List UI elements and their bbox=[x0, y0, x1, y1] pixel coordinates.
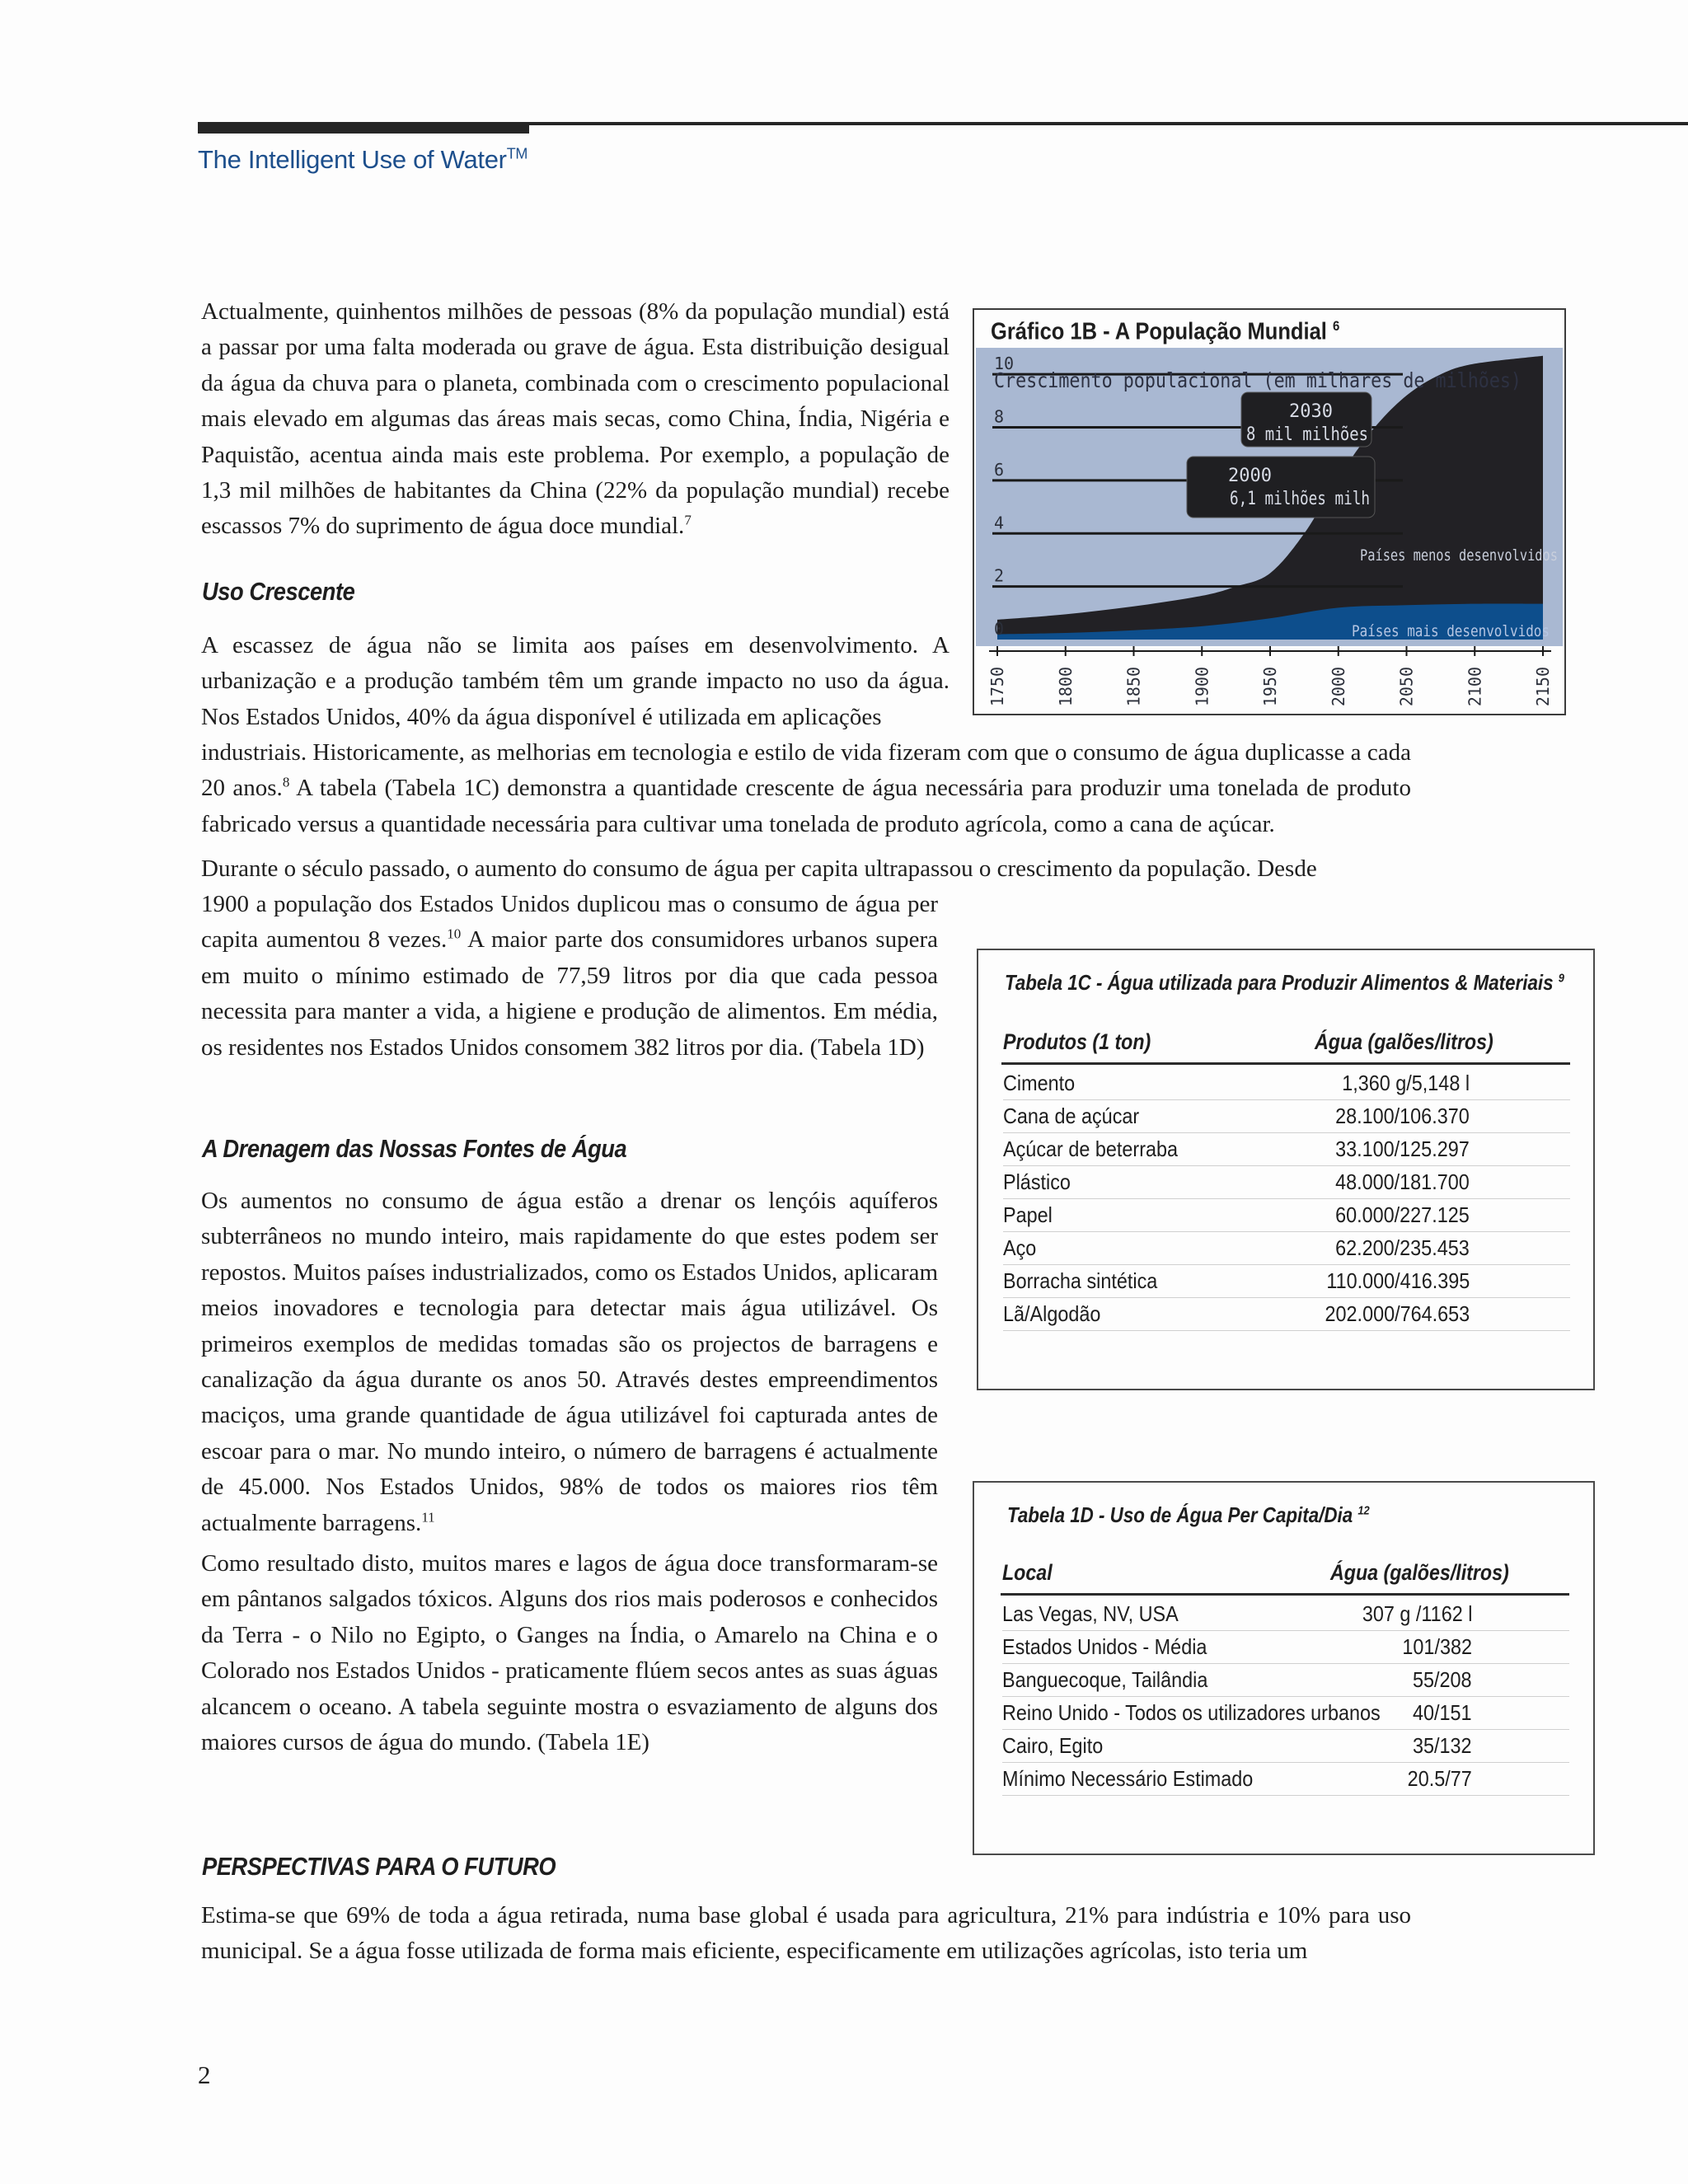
table_1c-cell-item: Açúcar de beterraba bbox=[1003, 1137, 1179, 1161]
table-row bbox=[1002, 1664, 1569, 1697]
table-1c bbox=[977, 949, 1595, 1390]
x-tick-label: 1750 bbox=[987, 667, 1007, 707]
table_1d-cell-water: 307 g /1162 l bbox=[1362, 1601, 1472, 1626]
page-number: 2 bbox=[198, 2060, 211, 2089]
table_1d-cell-item: Estados Unidos - Média bbox=[1002, 1634, 1207, 1659]
table-1d-title: Tabela 1D - Uso de Água Per Capita/Dia $^{12}$ bbox=[1007, 1502, 1370, 1527]
table_1d-cell-item: Mínimo Necessário Estimado bbox=[1002, 1766, 1254, 1791]
table_1d-cell-water: 101/382 bbox=[1402, 1634, 1472, 1659]
table-row bbox=[1002, 1598, 1569, 1631]
table_1c-cell-water: 28.100/106.370 bbox=[1335, 1104, 1470, 1128]
x-tick-label: 2000 bbox=[1328, 667, 1348, 707]
paragraph-5: Como resultado disto, muitos mares e lagos de água doce transformaram-se em pântanos salgados tóxicos. Alguns dos rios mais poderosos e conhecidos da Terra - o Nilo no Egipto, o Ganges na Índia, o Amarelo na China e o Colorado nos Estados Unidos - praticamente flúem secos antes as suas águas alcancem o oceano. A tabela seguinte mostra o esvaziamento de alguns dos maiores cursos de água do mundo. (Tabela 1E) bbox=[201, 1550, 938, 1756]
table-row bbox=[1002, 1763, 1569, 1796]
table_1c-cell-water: 33.100/125.297 bbox=[1335, 1137, 1470, 1161]
y-tick-label: 2 bbox=[994, 565, 1005, 586]
x-tick-label: 1800 bbox=[1055, 667, 1076, 707]
header-rule-thin bbox=[528, 122, 1688, 125]
running-header: The Intelligent Use of Water™ bbox=[198, 145, 528, 174]
paragraph-1: Actualmente, quinhentos milhões de pessoas (8% da população mundial) está a passar por uma falta moderada ou grave de água. Esta distribuição desigual da água da chuva para o planeta, combinada com o crescimento populacional mais elevado em algumas das áreas mais secas, como China, Índia, Nigéria e Paquistão, acentua ainda mais este problema. Por exemplo, a população de 1,3 mil milhões de habitantes da China (22% da população mundial) recebe escassos 7% do suprimento de água doce mundial.$^7$ bbox=[201, 298, 950, 540]
table-1c-header-water: Água (galões/litros) bbox=[1315, 1029, 1493, 1054]
table-row bbox=[1002, 1631, 1569, 1664]
table-1d-header-water: Água (galões/litros) bbox=[1330, 1560, 1509, 1585]
legend-more-developed: Países mais desenvolvidos bbox=[1352, 622, 1550, 640]
table-1c-header-products: Produtos (1 ton) bbox=[1003, 1029, 1151, 1054]
table_1d-cell-item: Reino Unido - Todos os utilizadores urbanos bbox=[1002, 1700, 1381, 1725]
table-1d bbox=[973, 1481, 1595, 1855]
paragraph-3b: 1900 a população dos Estados Unidos duplicou mas o consumo de água per capita aumentou 8 vezes.$^{10}$ A maior parte dos consumidores urbanos supera em muito o mínimo estimado de 77,59 litros por dia que cada pessoa necessita para manter a vida, a higiene e produção de alimentos. Em média, os residentes nos Estados Unidos consomem 382 litros por dia. (Tabela 1D) bbox=[201, 891, 938, 1061]
table-row bbox=[1003, 1067, 1570, 1100]
table-1d-header-local: Local bbox=[1002, 1560, 1053, 1585]
table_1c-cell-water: 202.000/764.653 bbox=[1325, 1301, 1470, 1326]
annotation-2030 bbox=[1241, 392, 1372, 447]
y-tick-label: 10 bbox=[994, 354, 1015, 374]
table-row bbox=[1003, 1166, 1570, 1199]
heading-drenagem: A Drenagem das Nossas Fontes de Água bbox=[202, 1134, 627, 1163]
table_1c-cell-item: Cimento bbox=[1003, 1071, 1076, 1095]
x-tick-label: 1950 bbox=[1260, 667, 1280, 707]
table_1d-cell-item: Cairo, Egito bbox=[1002, 1733, 1104, 1758]
table_1c-cell-item: Lã/Algodão bbox=[1003, 1301, 1101, 1326]
table-row bbox=[1003, 1133, 1570, 1166]
x-tick-label: 2050 bbox=[1396, 667, 1417, 707]
table_1d-cell-item: Las Vegas, NV, USA bbox=[1002, 1601, 1179, 1626]
table-1d-header-rule bbox=[1001, 1593, 1569, 1596]
paragraph-2b: industriais. Historicamente, as melhorias em tecnologia e estilo de vida fizeram com que o consumo de água duplicasse a cada 20 anos.$^8$ A tabela (Tabela 1C) demonstra a quantidade crescente de água necessária para produzir uma tonelada de produto fabricado versus a quantidade necessária para cultivar uma tonelada de produto agrícola, como a cana de açúcar. bbox=[201, 739, 1411, 837]
population-chart-svg bbox=[974, 310, 1564, 714]
y-tick-label: 4 bbox=[994, 513, 1005, 533]
annotation-label: 6,1 milhões milh bbox=[1230, 489, 1370, 509]
table-row bbox=[1003, 1232, 1570, 1265]
annotation-year: 2030 bbox=[1289, 401, 1333, 422]
annotation-label: 8 mil milhões bbox=[1246, 424, 1368, 445]
header-rule-thick bbox=[198, 122, 529, 134]
table_1c-cell-water: 48.000/181.700 bbox=[1335, 1169, 1470, 1194]
table_1d-cell-water: 55/208 bbox=[1413, 1667, 1472, 1692]
chart-subtitle: Crescimento populacional (em milhares de milhões) bbox=[994, 368, 1522, 392]
table-row bbox=[1003, 1298, 1570, 1331]
table_1c-cell-item: Borracha sintética bbox=[1003, 1268, 1158, 1293]
x-tick-label: 2150 bbox=[1533, 667, 1553, 707]
table_1d-cell-water: 35/132 bbox=[1413, 1733, 1472, 1758]
table-row bbox=[1002, 1697, 1569, 1730]
annotation-year: 2000 bbox=[1228, 466, 1272, 486]
table-row bbox=[1003, 1199, 1570, 1232]
table-1c-title: Tabela 1C - Água utilizada para Produzir Alimentos & Materiais $^9$ bbox=[1005, 970, 1564, 995]
y-tick-label: 8 bbox=[994, 406, 1005, 427]
heading-uso-crescente: Uso Crescente bbox=[202, 577, 355, 606]
table_1c-cell-water: 1,360 g/5,148 l bbox=[1342, 1071, 1470, 1095]
table-row bbox=[1002, 1730, 1569, 1763]
table_1c-cell-item: Papel bbox=[1003, 1202, 1053, 1227]
table-row bbox=[1003, 1265, 1570, 1298]
table_1c-cell-item: Cana de açúcar bbox=[1003, 1104, 1140, 1128]
paragraph-2a: A escassez de água não se limita aos países em desenvolvimento. A urbanização e a produção também têm um grande impacto no uso da água. Nos Estados Unidos, 40% da água disponível é utilizada em aplicações bbox=[201, 632, 950, 730]
x-tick-label: 1900 bbox=[1192, 667, 1212, 707]
x-tick-label: 2100 bbox=[1465, 667, 1485, 707]
table_1c-cell-water: 62.200/235.453 bbox=[1335, 1235, 1470, 1260]
annotation-2000 bbox=[1187, 457, 1375, 518]
table_1c-cell-item: Aço bbox=[1003, 1235, 1037, 1260]
table_1c-cell-water: 60.000/227.125 bbox=[1335, 1202, 1470, 1227]
table_1c-cell-water: 110.000/416.395 bbox=[1326, 1268, 1470, 1293]
legend-less-developed: Países menos desenvolvidos bbox=[1360, 546, 1558, 565]
y-tick-label: 6 bbox=[994, 459, 1005, 480]
table_1d-cell-water: 40/151 bbox=[1413, 1700, 1472, 1725]
table_1d-cell-water: 20.5/77 bbox=[1407, 1766, 1472, 1791]
paragraph-4: Os aumentos no consumo de água estão a drenar os lençóis aquíferos subterrâneos no mundo inteiro, mais rapidamente do que estes podem ser repostos. Muitos países industrializados, como os Estados Unidos, aplicaram meios inovadores e tecnologia para detectar mais água utilizável. Os primeiros exemplos de medidas tomadas são os projectos de barragens e canalização da água durante os anos 50. Através destes empreendimentos maciços, uma grande quantidade de água utilizável foi capturada antes de escoar para o mar. No mundo inteiro, o número de barragens é actualmente de 45.000. Nos Estados Unidos, 98% de todos os maiores rios têm actualmente barragens.$^{11}$ bbox=[201, 1188, 938, 1536]
trademark-mark: TM bbox=[506, 145, 528, 162]
x-tick-label: 1850 bbox=[1123, 667, 1144, 707]
chart-world-population bbox=[973, 308, 1566, 715]
y-tick-label: 0 bbox=[994, 619, 1005, 639]
chart-title: Gráfico 1B - A População Mundial $^6$ bbox=[991, 318, 1340, 345]
paragraph-6: Estima-se que 69% de toda a água retirada, numa base global é usada para agricultura, 21% para indústria e 10% para uso municipal. Se a água fosse utilizada de forma mais eficiente, especificamente em utilizações agrícolas, isto teria um bbox=[201, 1902, 1411, 1965]
paragraph-3a: Durante o século passado, o aumento do consumo de água per capita ultrapassou o crescimento da população. Desde bbox=[201, 855, 1317, 882]
table_1c-cell-item: Plástico bbox=[1003, 1169, 1071, 1194]
table-1c-header-rule bbox=[1001, 1062, 1570, 1065]
table_1d-cell-item: Banguecoque, Tailândia bbox=[1002, 1667, 1208, 1692]
heading-perspectivas: PERSPECTIVAS PARA O FUTURO bbox=[202, 1852, 556, 1881]
table-row bbox=[1003, 1100, 1570, 1133]
chart-title-note: 6 bbox=[1333, 318, 1340, 334]
